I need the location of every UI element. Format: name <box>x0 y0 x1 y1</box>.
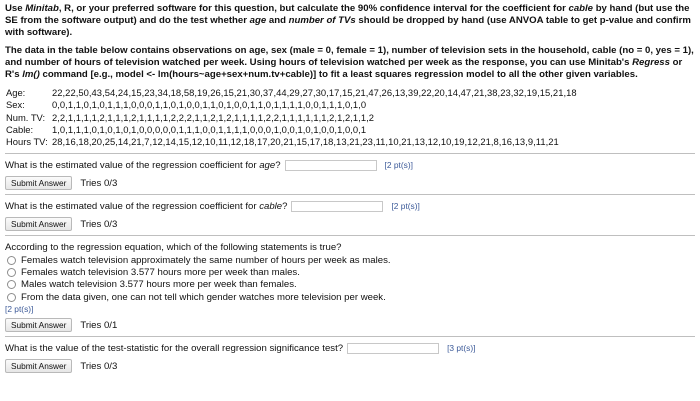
mc-option[interactable] <box>7 291 695 303</box>
submit-answer-button[interactable]: Submit Answer <box>5 318 72 332</box>
text-span: and <box>266 15 289 27</box>
mc-option[interactable] <box>7 279 695 291</box>
text-span: Minitab <box>25 3 59 14</box>
radio-button[interactable] <box>7 280 16 289</box>
question-age-coefficient <box>5 154 695 194</box>
text-span: What is the estimated value of the regression coefficient for <box>5 200 260 212</box>
row-label: Num. TV: <box>6 111 46 123</box>
text-span: by hand (but use the SE from the software output) and do the test whether <box>5 3 690 27</box>
option-label: Females watch television approximately the same number of hours per week as males. <box>21 254 391 266</box>
table-row <box>5 112 577 124</box>
answer-input-age[interactable] <box>285 160 377 171</box>
text-span: number of TVs <box>288 15 356 27</box>
radio-button[interactable] <box>7 293 16 302</box>
instructions-paragraph <box>5 3 695 40</box>
mc-option[interactable] <box>7 267 695 279</box>
table-row <box>5 124 577 136</box>
row-values: 28,16,18,20,25,14,21,7,12,14,15,12,10,11,12,18,17,20,21,15,17,18,13,21,23,11,10,21,13,12,10,19,12,21,8,16,13,9,11,21 <box>52 136 559 148</box>
row-values: 1,0,1,1,1,0,1,0,1,0,1,0,0,0,0,0,1,1,1,0,0,1,1,1,1,0,0,0,1,0,0,1,0,1,0,0,1,0,0,1 <box>52 123 367 135</box>
question-test-statistic <box>5 337 695 377</box>
text-span: age <box>259 159 276 171</box>
row-values: 0,0,1,1,0,1,0,1,1,1,0,0,0,1,1,0,1,0,0,1,1,0,1,0,0,1,1,0,1,1,1,1,0,0,1,1,1,0,1,0 <box>52 99 367 111</box>
submit-answer-button[interactable]: Submit Answer <box>5 359 72 373</box>
points-label: [2 pt(s)] <box>391 201 420 212</box>
option-label: Females watch television 3.577 hours more per week than males. <box>21 267 300 279</box>
row-label: Sex: <box>6 99 25 111</box>
row-values: 22,22,50,43,54,24,15,23,34,18,58,19,26,15,21,30,37,44,29,27,30,17,15,21,47,26,13,39,22,20,14,47,21,38,23,32,19,15,21,18 <box>52 87 577 99</box>
text-span: Regress <box>632 56 670 68</box>
data-table <box>5 87 577 148</box>
text-span: lm() <box>22 69 40 81</box>
row-label: Hours TV: <box>6 136 48 148</box>
text-span: The data in the table below contains observations on age, sex (male = 0, female = 1), number of television sets in the household, cable (no = 0, yes = 1), and number of hours of television watched per week. Using hours of television watched per week as the response, you can use Minitab's <box>5 44 694 68</box>
points-label: [3 pt(s)] <box>447 343 476 354</box>
tries-counter: Tries 0/3 <box>80 360 118 372</box>
text-span: cable <box>568 3 594 14</box>
question-text: What is the value of the test-statistic for the overall regression significance test? <box>5 342 344 354</box>
table-row <box>5 87 577 99</box>
text-span: Use <box>5 3 26 14</box>
text-span: cable <box>259 200 283 212</box>
radio-button[interactable] <box>7 268 16 277</box>
points-label: [2 pt(s)] <box>384 160 413 171</box>
text-span: ? <box>275 159 281 171</box>
radio-button[interactable] <box>7 256 16 265</box>
text-span: command [e.g., model <- lm(hours~age+sex+num.tv+cable)] to fit a least squares regression model to all the other given variables. <box>39 69 638 81</box>
tries-counter: Tries 0/1 <box>80 319 118 331</box>
answer-input-test-statistic[interactable] <box>347 343 439 354</box>
text-span: ? <box>282 200 288 212</box>
tries-counter: Tries 0/3 <box>80 218 118 230</box>
text-span: age <box>249 15 267 27</box>
data-description-paragraph <box>5 45 695 82</box>
row-label: Cable: <box>6 123 34 135</box>
problem-statement <box>5 3 695 81</box>
submit-answer-button[interactable]: Submit Answer <box>5 217 72 231</box>
question-text <box>5 201 287 212</box>
answer-input-cable[interactable] <box>291 201 383 212</box>
row-values: 2,2,1,1,1,1,2,1,1,1,2,1,1,1,1,2,2,2,1,1,2,1,2,1,1,1,1,2,2,1,1,1,1,1,1,2,1,2,1,1,2 <box>52 111 375 123</box>
text-span: should be dropped by hand (use ANVOA table to get p-value and confirm with software). <box>5 15 691 39</box>
text-span: , R, or your preferred software for this question, but calculate the 90% confidence interval for the coefficient for <box>58 3 569 14</box>
points-label: [2 pt(s)] <box>5 304 34 315</box>
submit-answer-button[interactable]: Submit Answer <box>5 176 72 190</box>
tries-counter: Tries 0/3 <box>80 177 118 189</box>
row-label: Age: <box>6 87 26 99</box>
option-label: From the data given, one can not tell which gender watches more television per week. <box>21 291 386 303</box>
question-cable-coefficient <box>5 195 695 235</box>
question-text: According to the regression equation, which of the following statements is true? <box>5 241 342 253</box>
mc-option[interactable] <box>7 254 695 266</box>
table-row <box>5 99 577 111</box>
text-span: or R's <box>5 56 683 81</box>
question-text <box>5 160 281 171</box>
table-row <box>5 136 577 148</box>
question-multiple-choice <box>5 236 695 336</box>
text-span: What is the estimated value of the regression coefficient for <box>5 159 260 171</box>
option-label: Males watch television 3.577 hours more per week than females. <box>21 279 297 291</box>
